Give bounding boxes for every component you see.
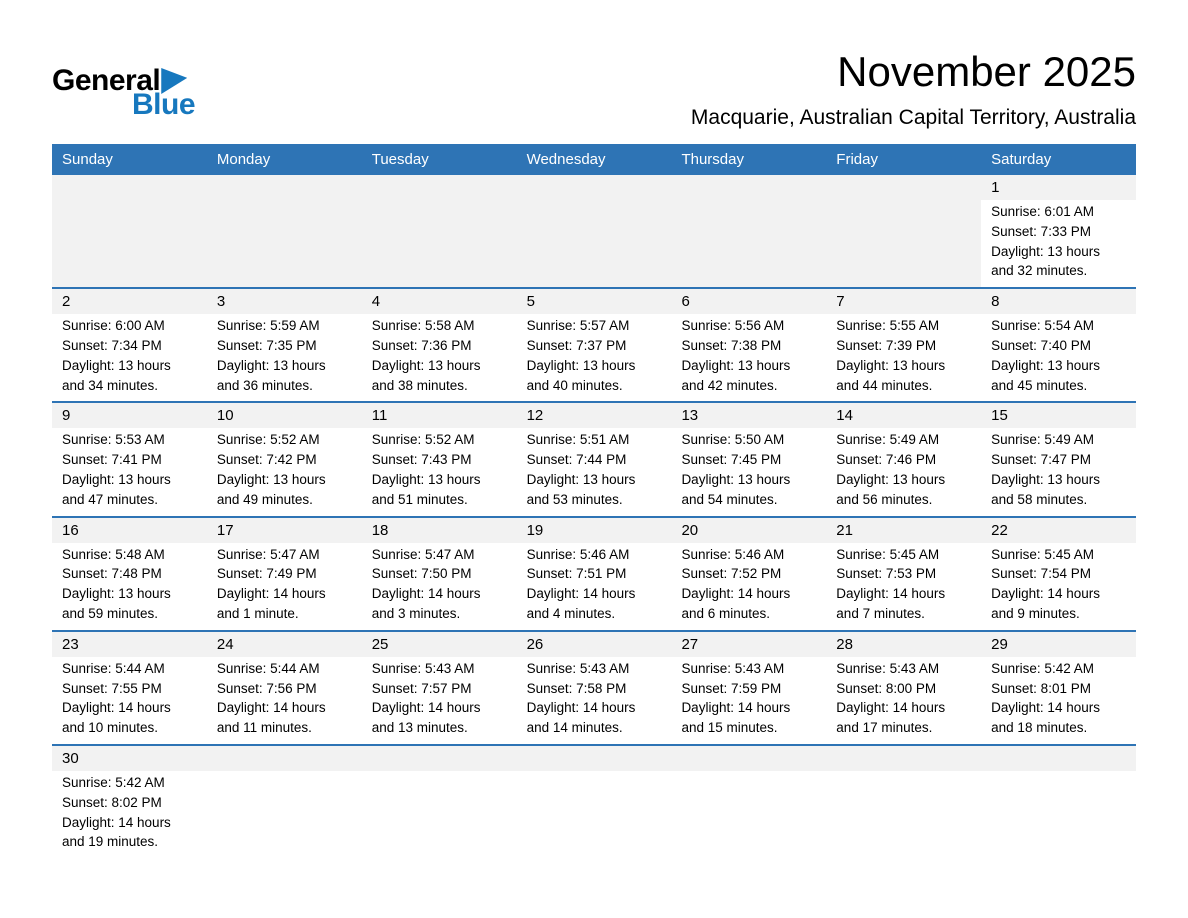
- sunset-text: Sunset: 7:48 PM: [62, 566, 162, 582]
- weekday-thursday: Thursday: [681, 151, 744, 168]
- weekday-tuesday: Tuesday: [371, 151, 429, 168]
- day-number: 30: [52, 746, 207, 771]
- weekday-header-row: [52, 144, 1136, 175]
- week-row: [52, 518, 1136, 632]
- day-cell: [981, 175, 1136, 287]
- sunset-text: Sunset: 7:46 PM: [836, 452, 937, 468]
- sunset-text: Sunset: 7:47 PM: [991, 452, 1091, 468]
- daylight-text: Daylight: 14 hours and 17 minutes.: [836, 700, 946, 736]
- day-number: 20: [671, 518, 826, 543]
- day-details: [362, 771, 517, 858]
- logo-text-blue: Blue: [132, 88, 196, 121]
- daylight-text: Daylight: 13 hours and 51 minutes.: [371, 471, 481, 507]
- sunset-text: Sunset: 7:36 PM: [371, 337, 472, 353]
- day-details: [207, 200, 362, 287]
- daylight-text: Daylight: 14 hours and 14 minutes.: [526, 700, 636, 736]
- daylight-text: Daylight: 14 hours and 4 minutes.: [526, 586, 636, 621]
- sunset-text: Sunset: 7:53 PM: [836, 566, 937, 582]
- day-details: [52, 771, 207, 858]
- day-details: [362, 314, 517, 401]
- daylight-text: Daylight: 13 hours and 54 minutes.: [681, 471, 791, 507]
- sunset-text: Sunset: 7:58 PM: [526, 680, 627, 696]
- day-number: 17: [207, 518, 362, 543]
- calendar-body: [52, 175, 1136, 858]
- sunset-text: Sunset: 7:38 PM: [681, 337, 782, 353]
- day-number: [981, 746, 1136, 771]
- sunset-text: Sunset: 7:41 PM: [62, 452, 162, 468]
- daylight-text: Daylight: 13 hours and 38 minutes.: [371, 357, 481, 393]
- sunrise-text: Sunrise: 5:59 AM: [216, 318, 320, 334]
- day-details: [671, 428, 826, 515]
- day-cell: [207, 289, 362, 401]
- sunrise-text: Sunrise: 5:44 AM: [62, 660, 165, 676]
- day-cell: [517, 289, 672, 401]
- sunrise-text: Sunrise: 5:50 AM: [681, 432, 785, 448]
- sunrise-text: Sunrise: 6:01 AM: [991, 204, 1094, 219]
- sunrise-text: Sunrise: 5:46 AM: [526, 546, 630, 562]
- logo-text-general: General: [52, 64, 161, 97]
- day-cell: [52, 632, 207, 744]
- day-details: [517, 543, 672, 630]
- day-number: 19: [517, 518, 672, 543]
- day-number: [671, 175, 826, 200]
- empty-cell: [207, 175, 362, 287]
- day-number: 16: [52, 518, 207, 543]
- day-details: [671, 657, 826, 744]
- sunrise-text: Sunrise: 5:47 AM: [371, 546, 475, 562]
- day-details: [517, 428, 672, 515]
- daylight-text: Daylight: 14 hours and 15 minutes.: [681, 700, 791, 736]
- day-cell: [826, 403, 981, 515]
- sunrise-text: Sunrise: 5:43 AM: [526, 660, 630, 676]
- day-cell: [981, 632, 1136, 744]
- day-number: 22: [981, 518, 1136, 543]
- day-number: 10: [207, 403, 362, 428]
- day-cell: [517, 403, 672, 515]
- day-number: 18: [362, 518, 517, 543]
- general-blue-logo: [52, 64, 196, 121]
- day-number: [207, 746, 362, 771]
- day-cell: [52, 518, 207, 630]
- sunrise-text: Sunrise: 5:42 AM: [991, 660, 1094, 676]
- sunset-text: Sunset: 7:52 PM: [681, 566, 782, 582]
- day-cell: [981, 518, 1136, 630]
- sunset-text: Sunset: 8:00 PM: [836, 680, 937, 696]
- day-cell: [981, 403, 1136, 515]
- weekday-friday: Friday: [836, 151, 878, 168]
- sunset-text: Sunset: 7:37 PM: [526, 337, 627, 353]
- calendar-table: [52, 144, 1136, 858]
- daylight-text: Daylight: 14 hours and 9 minutes.: [991, 586, 1100, 621]
- day-number: [52, 175, 207, 200]
- day-details: [981, 314, 1136, 401]
- day-cell: [52, 746, 207, 858]
- daylight-text: Daylight: 14 hours and 10 minutes.: [62, 700, 171, 736]
- sunrise-text: Sunrise: 5:52 AM: [371, 432, 475, 448]
- day-number: 14: [826, 403, 981, 428]
- day-number: 15: [981, 403, 1136, 428]
- day-number: 26: [517, 632, 672, 657]
- day-details: [826, 657, 981, 744]
- day-details: [981, 543, 1136, 630]
- day-details: [52, 428, 207, 515]
- day-details: [826, 771, 981, 858]
- day-number: [517, 746, 672, 771]
- empty-cell: [826, 746, 981, 858]
- daylight-text: Daylight: 13 hours and 47 minutes.: [62, 471, 171, 507]
- sunset-text: Sunset: 7:42 PM: [216, 452, 317, 468]
- daylight-text: Daylight: 13 hours and 36 minutes.: [216, 357, 326, 393]
- day-details: [362, 657, 517, 744]
- day-details: [671, 200, 826, 287]
- sunset-text: Sunset: 7:54 PM: [991, 566, 1091, 582]
- daylight-text: Daylight: 14 hours and 13 minutes.: [371, 700, 481, 736]
- sunrise-text: Sunrise: 5:45 AM: [991, 546, 1094, 562]
- sunrise-text: Sunrise: 5:53 AM: [62, 432, 165, 448]
- day-cell: [362, 289, 517, 401]
- day-number: 12: [517, 403, 672, 428]
- day-cell: [826, 289, 981, 401]
- day-number: [826, 175, 981, 200]
- empty-cell: [517, 746, 672, 858]
- day-cell: [362, 632, 517, 744]
- day-cell: [671, 632, 826, 744]
- sunrise-text: Sunrise: 5:58 AM: [371, 318, 475, 334]
- sunrise-text: Sunrise: 5:49 AM: [991, 432, 1094, 448]
- sunset-text: Sunset: 7:39 PM: [836, 337, 937, 353]
- sunrise-text: Sunrise: 5:43 AM: [681, 660, 785, 676]
- empty-cell: [362, 175, 517, 287]
- sunrise-text: Sunrise: 5:47 AM: [216, 546, 320, 562]
- day-details: [671, 543, 826, 630]
- sunset-text: Sunset: 7:51 PM: [526, 566, 627, 582]
- sunset-text: Sunset: 8:02 PM: [62, 794, 162, 810]
- day-details: [362, 200, 517, 287]
- day-number: [671, 746, 826, 771]
- sunset-text: Sunset: 7:50 PM: [371, 566, 472, 582]
- day-cell: [362, 518, 517, 630]
- sunset-text: Sunset: 8:01 PM: [991, 680, 1091, 696]
- sunrise-text: Sunrise: 5:52 AM: [216, 432, 320, 448]
- empty-cell: [207, 746, 362, 858]
- sunrise-text: Sunrise: 5:43 AM: [836, 660, 940, 676]
- day-number: 4: [362, 289, 517, 314]
- daylight-text: Daylight: 14 hours and 3 minutes.: [371, 586, 481, 621]
- week-row: [52, 175, 1136, 289]
- day-number: 11: [362, 403, 517, 428]
- sunset-text: Sunset: 7:34 PM: [62, 337, 162, 353]
- day-details: [52, 657, 207, 744]
- day-number: 5: [517, 289, 672, 314]
- day-number: 2: [52, 289, 207, 314]
- day-cell: [671, 403, 826, 515]
- top-header: [0, 0, 1188, 144]
- day-number: 7: [826, 289, 981, 314]
- sunrise-text: Sunrise: 5:43 AM: [371, 660, 475, 676]
- day-number: 9: [52, 403, 207, 428]
- day-number: [207, 175, 362, 200]
- sunrise-text: Sunrise: 5:48 AM: [62, 546, 165, 562]
- weekday-monday: Monday: [216, 151, 271, 168]
- day-number: 27: [671, 632, 826, 657]
- day-cell: [671, 289, 826, 401]
- day-cell: [826, 632, 981, 744]
- day-details: [981, 200, 1136, 287]
- daylight-text: Daylight: 14 hours and 6 minutes.: [681, 586, 791, 621]
- empty-cell: [671, 175, 826, 287]
- sunrise-text: Sunrise: 5:51 AM: [526, 432, 630, 448]
- day-details: [671, 314, 826, 401]
- week-row: [52, 289, 1136, 403]
- day-cell: [207, 403, 362, 515]
- sunset-text: Sunset: 7:35 PM: [216, 337, 317, 353]
- daylight-text: Daylight: 13 hours and 56 minutes.: [836, 471, 946, 507]
- sunrise-text: Sunrise: 5:56 AM: [681, 318, 785, 334]
- day-details: [826, 543, 981, 630]
- sunset-text: Sunset: 7:44 PM: [526, 452, 627, 468]
- day-number: 29: [981, 632, 1136, 657]
- day-number: 1: [981, 175, 1136, 200]
- sunrise-text: Sunrise: 5:54 AM: [991, 318, 1094, 334]
- day-details: [207, 771, 362, 858]
- day-details: [362, 543, 517, 630]
- day-cell: [207, 518, 362, 630]
- sunset-text: Sunset: 7:49 PM: [216, 566, 317, 582]
- empty-cell: [517, 175, 672, 287]
- week-row: [52, 403, 1136, 517]
- week-row: [52, 632, 1136, 746]
- page-subtitle: Macquarie, Australian Capital Territory, Australia: [690, 106, 1136, 129]
- day-details: [207, 314, 362, 401]
- day-number: 13: [671, 403, 826, 428]
- day-cell: [517, 632, 672, 744]
- day-details: [207, 428, 362, 515]
- day-details: [52, 314, 207, 401]
- sunrise-text: Sunrise: 5:46 AM: [681, 546, 785, 562]
- day-number: [362, 175, 517, 200]
- day-cell: [207, 632, 362, 744]
- empty-cell: [671, 746, 826, 858]
- day-details: [981, 428, 1136, 515]
- day-number: [826, 746, 981, 771]
- daylight-text: Daylight: 13 hours and 34 minutes.: [62, 357, 171, 393]
- day-number: [362, 746, 517, 771]
- day-cell: [981, 289, 1136, 401]
- daylight-text: Daylight: 13 hours and 49 minutes.: [216, 471, 326, 507]
- daylight-text: Daylight: 13 hours and 53 minutes.: [526, 471, 636, 507]
- day-number: 8: [981, 289, 1136, 314]
- day-details: [517, 314, 672, 401]
- daylight-text: Daylight: 14 hours and 19 minutes.: [62, 814, 171, 850]
- empty-cell: [826, 175, 981, 287]
- sunset-text: Sunset: 7:33 PM: [991, 223, 1091, 239]
- day-details: [517, 771, 672, 858]
- day-cell: [52, 403, 207, 515]
- day-number: 25: [362, 632, 517, 657]
- day-details: [517, 657, 672, 744]
- day-number: 3: [207, 289, 362, 314]
- empty-cell: [981, 746, 1136, 858]
- day-cell: [52, 289, 207, 401]
- day-details: [207, 543, 362, 630]
- daylight-text: Daylight: 14 hours and 18 minutes.: [991, 700, 1100, 736]
- day-number: [517, 175, 672, 200]
- day-details: [207, 657, 362, 744]
- sunset-text: Sunset: 7:40 PM: [991, 337, 1091, 353]
- day-details: [52, 543, 207, 630]
- daylight-text: Daylight: 13 hours and 32 minutes.: [991, 243, 1100, 279]
- daylight-text: Daylight: 13 hours and 42 minutes.: [681, 357, 791, 393]
- day-details: [52, 200, 207, 287]
- day-number: 28: [826, 632, 981, 657]
- day-details: [981, 771, 1136, 858]
- sunset-text: Sunset: 7:43 PM: [371, 452, 472, 468]
- day-details: [671, 771, 826, 858]
- week-row: [52, 746, 1136, 858]
- daylight-text: Daylight: 13 hours and 59 minutes.: [62, 586, 171, 621]
- day-cell: [517, 518, 672, 630]
- day-number: 23: [52, 632, 207, 657]
- sunrise-text: Sunrise: 5:44 AM: [216, 660, 320, 676]
- day-details: [826, 314, 981, 401]
- daylight-text: Daylight: 13 hours and 40 minutes.: [526, 357, 636, 393]
- weekday-saturday: Saturday: [991, 151, 1052, 168]
- day-number: 6: [671, 289, 826, 314]
- daylight-text: Daylight: 14 hours and 1 minute.: [216, 586, 326, 621]
- weekday-wednesday: Wednesday: [526, 151, 606, 168]
- day-details: [826, 200, 981, 287]
- daylight-text: Daylight: 13 hours and 44 minutes.: [836, 357, 946, 393]
- empty-cell: [362, 746, 517, 858]
- day-cell: [362, 403, 517, 515]
- sunset-text: Sunset: 7:56 PM: [216, 680, 317, 696]
- title-block: [691, 48, 1136, 130]
- day-details: [981, 657, 1136, 744]
- day-number: 24: [207, 632, 362, 657]
- sunrise-text: Sunrise: 5:49 AM: [836, 432, 940, 448]
- daylight-text: Daylight: 13 hours and 58 minutes.: [991, 471, 1100, 507]
- sunrise-text: Sunrise: 5:57 AM: [526, 318, 630, 334]
- daylight-text: Daylight: 13 hours and 45 minutes.: [991, 357, 1100, 393]
- empty-cell: [52, 175, 207, 287]
- weekday-sunday: Sunday: [62, 151, 113, 168]
- sunset-text: Sunset: 7:57 PM: [371, 680, 472, 696]
- day-details: [826, 428, 981, 515]
- sunset-text: Sunset: 7:55 PM: [62, 680, 162, 696]
- day-details: [517, 200, 672, 287]
- sunset-text: Sunset: 7:45 PM: [681, 452, 782, 468]
- day-number: 21: [826, 518, 981, 543]
- sunrise-text: Sunrise: 6:00 AM: [62, 318, 165, 334]
- page-title: November 2025: [837, 48, 1136, 95]
- daylight-text: Daylight: 14 hours and 7 minutes.: [836, 586, 946, 621]
- day-details: [362, 428, 517, 515]
- daylight-text: Daylight: 14 hours and 11 minutes.: [216, 700, 326, 736]
- day-cell: [826, 518, 981, 630]
- sunrise-text: Sunrise: 5:55 AM: [836, 318, 940, 334]
- day-cell: [671, 518, 826, 630]
- sunrise-text: Sunrise: 5:42 AM: [62, 774, 165, 790]
- sunrise-text: Sunrise: 5:45 AM: [836, 546, 940, 562]
- sunset-text: Sunset: 7:59 PM: [681, 680, 782, 696]
